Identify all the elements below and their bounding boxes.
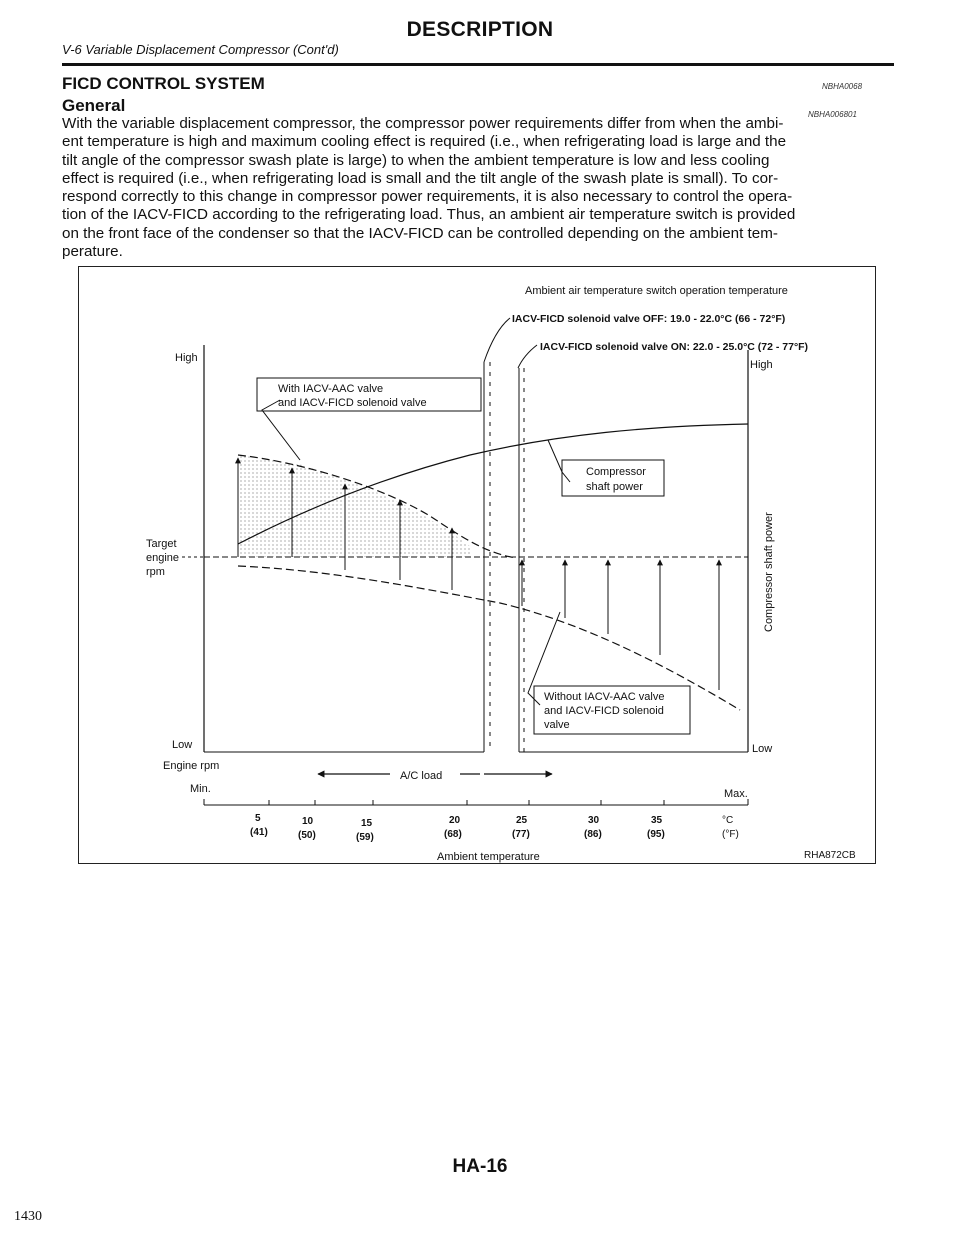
right-axis-title: Compressor shaft power (763, 512, 775, 632)
x-tick-labels (250, 813, 665, 843)
paragraph-line: respond correctly to this change in compressor power requirements, it is also necessary to control the opera- (62, 188, 793, 206)
x-tick-celsius: 5 (255, 813, 261, 824)
solenoid-on-label: IACV-FICD solenoid valve ON: 22.0 - 25.0°C (72 - 77°F) (540, 341, 809, 353)
x-tick-fahrenheit: (41) (250, 827, 268, 838)
paragraph-line: tion of the IACV-FICD according to the refrigerating load. Thus, an ambient air temperature switch is provided (62, 206, 796, 224)
x-tick-celsius: 25 (516, 815, 528, 826)
right-low-label: Low (752, 743, 773, 755)
without-valve-text: Without IACV-AAC valve (544, 691, 665, 703)
left-high-label: High (175, 352, 198, 364)
min-label: Min. (190, 783, 211, 795)
x-tick-fahrenheit: (50) (298, 830, 316, 841)
x-tick-fahrenheit: (59) (356, 832, 374, 843)
x-tick-fahrenheit: (77) (512, 829, 530, 840)
ac-load-label: A/C load (400, 770, 443, 782)
with-valve-text: and IACV-FICD solenoid valve (278, 397, 427, 409)
right-high-label: High (750, 359, 773, 371)
x-tick-celsius: 15 (361, 818, 373, 829)
paragraph-line: ent temperature is high and maximum cooling effect is required (i.e., when refrigerating load is large and the (62, 133, 787, 151)
paragraph-line: on the front face of the condenser so that the IACV-FICD can be controlled depending on the ambient tem- (62, 224, 778, 242)
unit-celsius: °C (722, 815, 734, 826)
x-tick-marks (269, 800, 664, 805)
engine-rpm-region (238, 455, 470, 557)
x-tick-celsius: 30 (588, 815, 600, 826)
left-low-label: Low (172, 739, 193, 751)
on-leader (518, 345, 537, 368)
section-code: NBHA0068 (822, 82, 863, 91)
paragraph-line: With the variable displacement compressor, the compressor power requirements differ from when the ambi- (62, 115, 784, 132)
max-label: Max. (724, 788, 748, 800)
section-subcode: NBHA006801 (808, 110, 857, 119)
section-subtitle: General (62, 96, 126, 115)
left-target-label: engine (146, 552, 180, 564)
header-subtitle: V-6 Variable Displacement Compressor (Cont'd) (62, 42, 339, 57)
x-tick-fahrenheit: (68) (444, 829, 462, 840)
page-number: HA-16 (452, 1156, 508, 1177)
figure-ref-code: RHA872CB (804, 850, 856, 861)
left-target-label: rpm (146, 566, 165, 578)
with-valve-text: With IACV-AAC valve (278, 383, 384, 395)
x-axis-title: Ambient temperature (437, 851, 540, 863)
margin-number: 1430 (14, 1209, 42, 1224)
header-title: DESCRIPTION (406, 18, 554, 41)
paragraph-line: tilt angle of the compressor swash plate is large) to when the ambient temperature is low and less cooling (62, 151, 770, 169)
without-valve-text: valve (544, 719, 570, 731)
section-title: FICD CONTROL SYSTEM (62, 74, 265, 93)
x-tick-celsius: 35 (651, 815, 663, 826)
unit-fahrenheit: (°F) (722, 829, 739, 840)
without-valve-text: and IACV-FICD solenoid (544, 705, 664, 717)
x-tick-fahrenheit: (95) (647, 829, 665, 840)
paragraph-line: perature. (62, 243, 123, 261)
left-axis-title: Engine rpm (163, 760, 220, 772)
paragraph-line: effect is required (i.e., when refrigerating load is small and the tilt angle of the swash plate is small). To cor- (62, 169, 779, 187)
x-tick-fahrenheit: (86) (584, 829, 602, 840)
compressor-text: shaft power (586, 481, 643, 493)
off-leader (484, 318, 510, 362)
x-tick-celsius: 20 (449, 815, 461, 826)
solenoid-off-label: IACV-FICD solenoid valve OFF: 19.0 - 22.0°C (66 - 72°F) (512, 313, 786, 325)
top-caption: Ambient air temperature switch operation temperature (525, 285, 788, 297)
compressor-text: Compressor (586, 466, 646, 478)
left-target-label: Target (146, 538, 177, 550)
x-tick-celsius: 10 (302, 816, 314, 827)
